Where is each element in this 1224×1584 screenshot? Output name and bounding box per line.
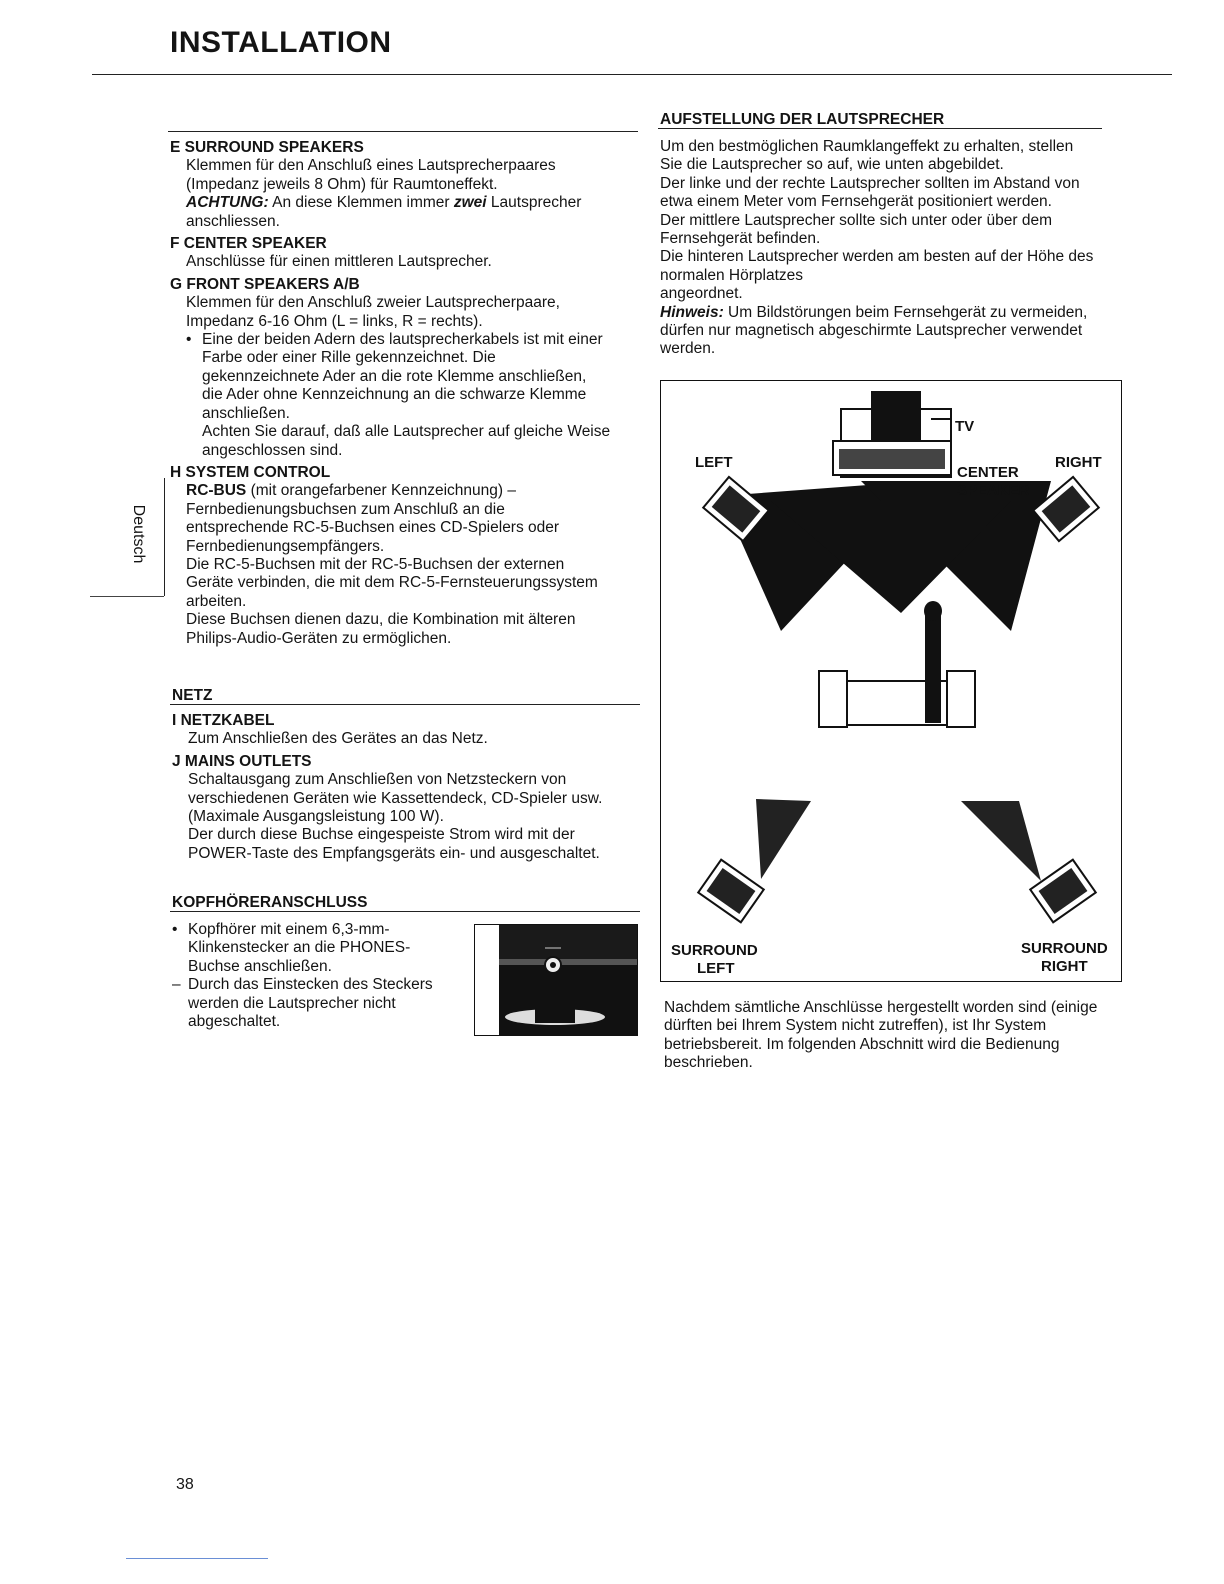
phones-jack-svg <box>475 925 637 1035</box>
text-line: Geräte verbinden, die mit dem RC-5-Fernsteuerungssystem <box>186 574 598 592</box>
text-line: Klinkenstecker an die PHONES- <box>188 939 411 957</box>
text-line: gekennzeichnete Ader an die rote Klemme anschließen, <box>202 367 587 385</box>
text-line: arbeiten. <box>186 592 247 610</box>
text-line: entsprechende RC-5-Buchsen eines CD-Spielers oder <box>186 519 560 537</box>
text-line: die Ader ohne Kennzeichnung an die schwarze Klemme <box>202 386 587 404</box>
section-rule-kopf <box>170 911 640 912</box>
label-left: LEFT <box>695 454 733 471</box>
closing-paragraph <box>664 999 1144 1073</box>
text-line: Fernbedienungsempfängers. <box>186 537 385 555</box>
hinweis-line <box>660 304 1140 322</box>
bottom-edge-line <box>126 1558 268 1559</box>
kopf-body <box>172 921 472 1031</box>
surround-left-speaker-icon <box>698 860 764 923</box>
text-line: betriebsbereit. Im folgenden Abschnitt wird die Bedienung <box>664 1035 1060 1053</box>
dash-marker: – <box>172 976 181 994</box>
aufstellung-body <box>660 138 1140 359</box>
text-line: Der linke und der rechte Lautsprecher sollten im Abstand von <box>660 174 1080 192</box>
text-line: Fernbedienungsbuchsen zum Anschluß an die <box>186 500 505 518</box>
text-line: verschiedenen Geräten wie Kassettendeck, CD-Spieler usw. <box>188 789 603 807</box>
language-tab-label: Deutsch <box>130 504 147 564</box>
text-line: Klemmen für den Anschluß zweier Lautsprecherpaare, <box>186 294 560 312</box>
text-line: Nachdem sämtliche Anschlüsse hergestellt worden sind (einige <box>664 999 1098 1016</box>
text-line: abgeschaltet. <box>188 1013 281 1031</box>
text-line: anschliessen. <box>186 212 280 230</box>
label-right: RIGHT <box>1055 454 1102 471</box>
text-line: Sie die Lautsprecher so auf, wie unten abgebildet. <box>660 156 1004 174</box>
text-line: Anschlüsse für einen mittleren Lautsprecher. <box>186 253 492 271</box>
dash-item <box>172 976 472 994</box>
heading-j-mains: J MAINS OUTLETS <box>172 752 312 770</box>
text-line: normalen Hörplatzes <box>660 266 804 284</box>
text-line: Impedanz 6-16 Ohm (L = links, R = rechts). <box>186 312 483 330</box>
aufstellung-section <box>660 111 1140 129</box>
bullet-text: Eine der beiden Adern des lautsprecherkabels ist mit einer <box>202 331 603 349</box>
label-center: CENTER <box>957 464 1019 481</box>
text-line: Schaltausgang zum Anschließen von Netzsteckern von <box>188 771 567 789</box>
text-line: Der mittlere Lautsprecher sollte sich unter oder über dem <box>660 211 1052 229</box>
heading-g-front: G FRONT SPEAKERS A/B <box>170 275 360 293</box>
heading-i-netzkabel: I NETZKABEL <box>172 712 275 729</box>
speaker-diagram-svg <box>661 381 1121 981</box>
section-rule-aufstellung <box>658 128 1102 129</box>
phones-jack-illustration <box>474 924 638 1036</box>
heading-h-system: H SYSTEM CONTROL <box>170 463 331 481</box>
label-surround-right-2: RIGHT <box>1041 958 1088 975</box>
text-line: Der durch diese Buchse eingespeiste Strom wird mit der <box>188 826 575 844</box>
text-line: Um den bestmöglichen Raumklangeffekt zu erhalten, stellen <box>660 138 1074 155</box>
text-line: Die RC-5-Buchsen mit der RC-5-Buchsen der externen <box>186 555 565 573</box>
rcbus-text: (mit orangefarbener Kennzeichnung) – <box>250 482 516 500</box>
text-line: angeordnet. <box>660 285 743 303</box>
text-line: Zum Anschließen des Gerätes an das Netz. <box>188 730 488 748</box>
heading-kopfhoerer: KOPFHÖRERANSCHLUSS <box>172 894 368 911</box>
text-line: anschließen. <box>202 404 290 422</box>
text-line: beschrieben. <box>664 1054 753 1072</box>
label-surround-right-1: SURROUND <box>1021 940 1108 957</box>
text-line: Die hinteren Lautsprecher werden am besten auf der Höhe des <box>660 248 1094 266</box>
heading-f-center: F CENTER SPEAKER <box>170 235 327 253</box>
caution-text-end: Lautsprecher <box>490 194 582 212</box>
heading-netz: NETZ <box>172 687 213 704</box>
text-line: Klemmen für den Anschluß eines Lautsprecherpaares <box>186 157 556 175</box>
text-line: Fernsehgerät befinden. <box>660 230 821 248</box>
netz-body <box>172 712 642 863</box>
text-line: Achten Sie darauf, daß alle Lautsprecher auf gleiche Weise <box>202 423 611 441</box>
label-surround-left-1: SURROUND <box>671 942 758 959</box>
caution-emphasis: zwei <box>453 194 487 212</box>
rcbus-label: RC-BUS <box>186 482 247 500</box>
netz-section <box>172 687 642 705</box>
language-tab-rule <box>90 596 164 597</box>
section-rule-e <box>168 131 638 132</box>
bullet-marker: • <box>186 331 192 349</box>
text-line: etwa einem Meter vom Fernsehgerät positioniert werden. <box>660 193 1052 211</box>
listener-icon <box>925 613 941 723</box>
bullet-item <box>170 331 640 349</box>
kopf-section <box>172 894 642 912</box>
heading-aufstellung: AUFSTELLUNG DER LAUTSPRECHER <box>660 111 945 128</box>
text-line: angeschlossen sind. <box>202 441 343 459</box>
caution-label: ACHTUNG: <box>186 194 269 212</box>
page-number: 38 <box>176 1476 194 1493</box>
text-line: dürfen nur magnetisch abgeschirmte Lautsprecher verwendet <box>660 322 1083 340</box>
hinweis-label: Hinweis: <box>660 303 724 321</box>
rcbus-line <box>170 482 640 500</box>
text-line: werden. <box>660 340 716 358</box>
language-tab <box>112 478 165 596</box>
surround-right-beam <box>961 801 1041 881</box>
text-line: Diese Buchsen dienen dazu, die Kombination mit älteren <box>186 611 576 629</box>
label-surround-left-2: LEFT <box>697 960 735 977</box>
text-line: Farbe oder einer Rille gekennzeichnet. Die <box>202 349 496 367</box>
page-title: INSTALLATION <box>170 26 392 59</box>
text-line: Philips-Audio-Geräten zu ermöglichen. <box>186 629 452 647</box>
hinweis-text: Um Bildstörungen beim Fernsehgerät zu vermeiden, <box>728 303 1088 321</box>
bullet-marker: • <box>172 921 178 938</box>
section-rule-netz <box>170 704 640 705</box>
surround-right-speaker-icon <box>1030 860 1096 923</box>
caution-text: An diese Klemmen immer <box>272 194 450 212</box>
left-column-upper <box>170 139 640 648</box>
text-line: (Maximale Ausgangsleistung 100 W). <box>188 808 444 826</box>
bullet-item <box>172 921 472 939</box>
text-line: dürften bei Ihrem System nicht zutreffen), ist Ihr System <box>664 1017 1047 1035</box>
header-rule <box>92 74 1172 75</box>
bullet-text: Kopfhörer mit einem 6,3-mm- <box>188 921 390 938</box>
text-line: POWER-Taste des Empfangsgeräts ein- und ausgeschaltet. <box>188 844 600 862</box>
text-line: Buchse anschließen. <box>188 957 332 975</box>
speaker-placement-diagram <box>660 380 1122 982</box>
heading-e-surround: E SURROUND SPEAKERS <box>170 139 364 156</box>
dash-text: Durch das Einstecken des Steckers <box>188 976 433 994</box>
text-line: werden die Lautsprecher nicht <box>188 994 396 1012</box>
caution-line <box>170 194 640 212</box>
text-line: (Impedanz jeweils 8 Ohm) für Raumtoneffekt. <box>186 175 498 193</box>
label-center-speaker: SPEAKER <box>957 482 1030 499</box>
surround-left-beam <box>756 799 811 879</box>
label-tv: TV <box>955 418 975 435</box>
